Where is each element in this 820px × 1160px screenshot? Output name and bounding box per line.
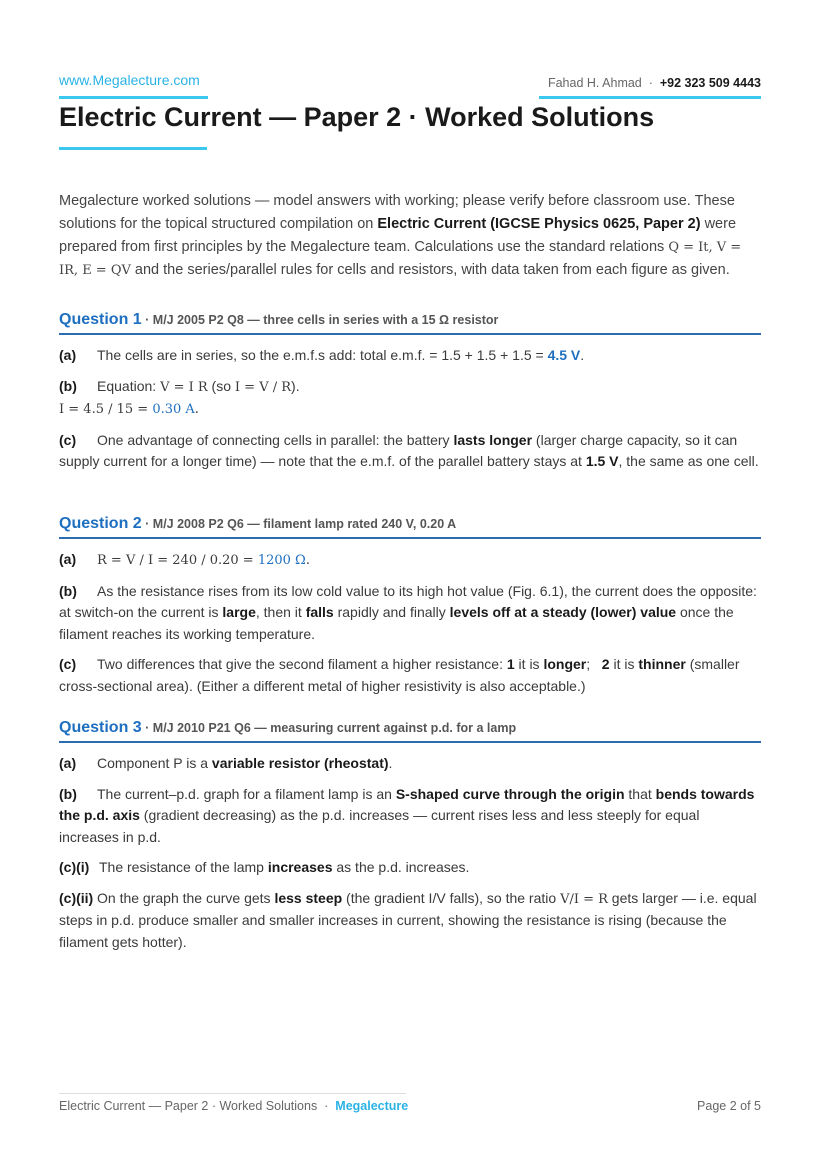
q3-ci-text-2: as the p.d. increases.: [332, 859, 470, 875]
q2-b-text-2: , then it: [255, 604, 306, 620]
q2-c-text-4: it is: [609, 656, 639, 672]
intro-paragraph: [59, 190, 764, 282]
q3-ci-text-1: The resistance of the lamp: [99, 859, 268, 875]
q2-c-text-1: Two differences that give the second filament a higher resistance:: [97, 656, 507, 672]
q3-part-b-label: (b): [59, 785, 77, 802]
q3-part-b: [59, 784, 761, 849]
q2-a-end: .: [305, 553, 310, 568]
q2-c-bold-1: longer: [543, 656, 587, 672]
q2-part-b-label: (b): [59, 582, 77, 599]
footer-separator: ·: [324, 1099, 329, 1113]
footer-brand: Megalecture: [335, 1099, 409, 1113]
footer-left: [59, 1099, 408, 1113]
q3-cii-text-2: (the gradient I/V falls), so the ratio: [342, 889, 561, 906]
q1-c-text-2: (larger charge capacity, so it can supply current for a longer time) — note that the e.m.f. of the parallel battery stays at: [59, 431, 738, 469]
q2-a-math: R = V / I = 240 / 0.20 =: [97, 553, 258, 568]
q3-part-a: [59, 753, 761, 775]
q2-c-text-5: (smaller cross-sectional area). (Either a different metal of higher resistivity is also acceptable.): [59, 656, 740, 694]
q3-b-text-3: (gradient decreasing) as the p.d. increases — current rises less and less steeply for equal increases in p.d.: [59, 807, 700, 845]
q2-c-text-3: ;: [586, 656, 602, 672]
q3-a-text: Component P is a: [97, 755, 212, 771]
q2-c-bold-2: thinner: [638, 656, 686, 672]
q3-part-c-ii-label: (c)(ii): [59, 889, 94, 906]
question-2-heading: [59, 515, 761, 539]
q3-a-end: .: [388, 755, 393, 771]
q1-c-text-1: One advantage of connecting cells in parallel: the battery: [97, 431, 454, 448]
q3-cii-text-1: On the graph the curve gets: [97, 889, 275, 906]
question-1-heading: [59, 311, 761, 335]
q1-b-text-2: (so: [207, 377, 235, 394]
question-3-heading: [59, 719, 761, 743]
question-3-number: Question 3: [59, 719, 142, 736]
q2-c-text-2: it is: [514, 656, 544, 672]
q1-a-answer: 4.5 V: [547, 347, 581, 363]
intro-text-2: were prepared from first principles by the Megalecture team. Calculations use the standard relations: [59, 215, 737, 255]
question-1-number: Question 1: [59, 311, 142, 328]
q2-part-a: [59, 549, 761, 572]
q1-a-text: The cells are in series, so the e.m.f.s add: total e.m.f. = 1.5 + 1.5 + 1.5 =: [97, 347, 548, 363]
q2-b-text-3: rapidly and finally: [333, 604, 450, 620]
q1-part-c: [59, 430, 761, 473]
author-separator: ·: [648, 76, 653, 90]
q1-part-a: [59, 345, 761, 367]
q1-c-bold-2: 1.5 V: [585, 453, 619, 469]
q2-c-number-2: 2: [601, 656, 610, 672]
q3-a-bold: variable resistor (rheostat): [211, 755, 389, 771]
footer-doc-title: Electric Current — Paper 2 · Worked Solutions: [59, 1099, 318, 1113]
page-number: Page 2 of 5: [697, 1099, 761, 1113]
author-phone: +92 323 509 4443: [659, 76, 761, 90]
intro-bold-1: Electric Current (IGCSE Physics 0625, Paper 2): [377, 215, 701, 232]
question-3-source: · M/J 2010 P21 Q6 — measuring current against p.d. for a lamp: [141, 721, 517, 735]
q2-part-a-label: (a): [59, 551, 77, 567]
q1-c-bold-1: lasts longer: [453, 431, 533, 448]
question-3: [59, 719, 761, 953]
q2-part-c-label: (c): [59, 656, 77, 672]
q2-part-c: [59, 654, 761, 697]
author-underline: [539, 96, 761, 99]
site-link[interactable]: www.Megalecture.com: [59, 72, 200, 88]
footer-rule: [59, 1093, 406, 1094]
q1-b-text-1: Equation:: [97, 377, 161, 394]
q2-b-bold-2: falls: [305, 604, 334, 620]
q3-cii-bold: less steep: [274, 889, 343, 906]
q2-c-number-1: 1: [506, 656, 515, 672]
q2-part-b: [59, 581, 761, 646]
q3-b-bold-1: S-shaped curve through the origin: [395, 785, 625, 802]
site-underline: [59, 96, 208, 99]
intro-text-3: and the series/parallel rules for cells and resistors, with data taken from each figure as given.: [130, 261, 730, 278]
question-2-number: Question 2: [59, 515, 142, 532]
q2-a-answer: 1200 Ω: [257, 553, 306, 568]
intro-math: Q = It, V = IR, E = QV: [59, 239, 742, 278]
q1-b-math-2: I = V / R: [234, 379, 292, 395]
question-1: [59, 311, 761, 473]
q1-b-math-3: I = 4.5 / 15 =: [59, 402, 153, 417]
q3-b-text-2: that: [624, 785, 656, 802]
q1-b-end: .: [194, 402, 199, 417]
q1-part-b-label: (b): [59, 377, 77, 394]
q3-cii-math: V/I = R: [560, 891, 608, 907]
q3-part-a-label: (a): [59, 755, 77, 771]
q2-b-text-4: once the filament reaches its working temperature.: [59, 604, 734, 642]
q1-c-text-3: , the same as one cell.: [618, 453, 759, 469]
q2-b-bold-1: large: [222, 604, 256, 620]
q1-part-b: [59, 376, 761, 421]
q3-part-c-i-label: (c)(i): [59, 859, 90, 875]
q1-b-math-1: V = I R: [160, 379, 208, 395]
q2-b-bold-3: levels off at a steady (lower) value: [449, 604, 677, 620]
q1-part-a-label: (a): [59, 347, 77, 363]
q1-a-end: .: [580, 347, 585, 363]
question-2-source: · M/J 2008 P2 Q6 — filament lamp rated 240 V, 0.20 A: [141, 517, 457, 531]
q3-ci-bold: increases: [267, 859, 333, 875]
q3-b-text-1: The current–p.d. graph for a filament lamp is an: [97, 785, 396, 802]
q3-part-c-ii: [59, 888, 761, 954]
question-2: [59, 515, 761, 697]
question-1-source: · M/J 2005 P2 Q8 — three cells in series with a 15 Ω resistor: [141, 313, 499, 327]
q3-b-bold-2: bends towards the p.d. axis: [59, 785, 755, 823]
q3-part-c-i: [59, 857, 761, 879]
author-contact: [548, 76, 761, 90]
q3-cii-text-3: gets larger — i.e. equal steps in p.d. produce smaller and smaller increases in current, showing the resistance is rising (because the filament gets hotter).: [59, 889, 757, 950]
intro-text-1: Megalecture worked solutions — model answers with working; please verify before classroom use. These solutions for the topical structured compilation on: [59, 192, 735, 232]
title-underline: [59, 147, 207, 150]
q2-b-text-1: As the resistance rises from its low cold value to its high hot value (Fig. 6.1), the current does the opposite: at switch-on the current is: [59, 582, 757, 620]
q1-part-c-label: (c): [59, 431, 77, 448]
q1-b-text-3: ).: [291, 377, 300, 394]
q1-b-answer: 0.30 A: [152, 402, 195, 417]
page-title: Electric Current — Paper 2 · Worked Solutions: [59, 102, 655, 132]
author-name: Fahad H. Ahmad: [547, 76, 642, 90]
